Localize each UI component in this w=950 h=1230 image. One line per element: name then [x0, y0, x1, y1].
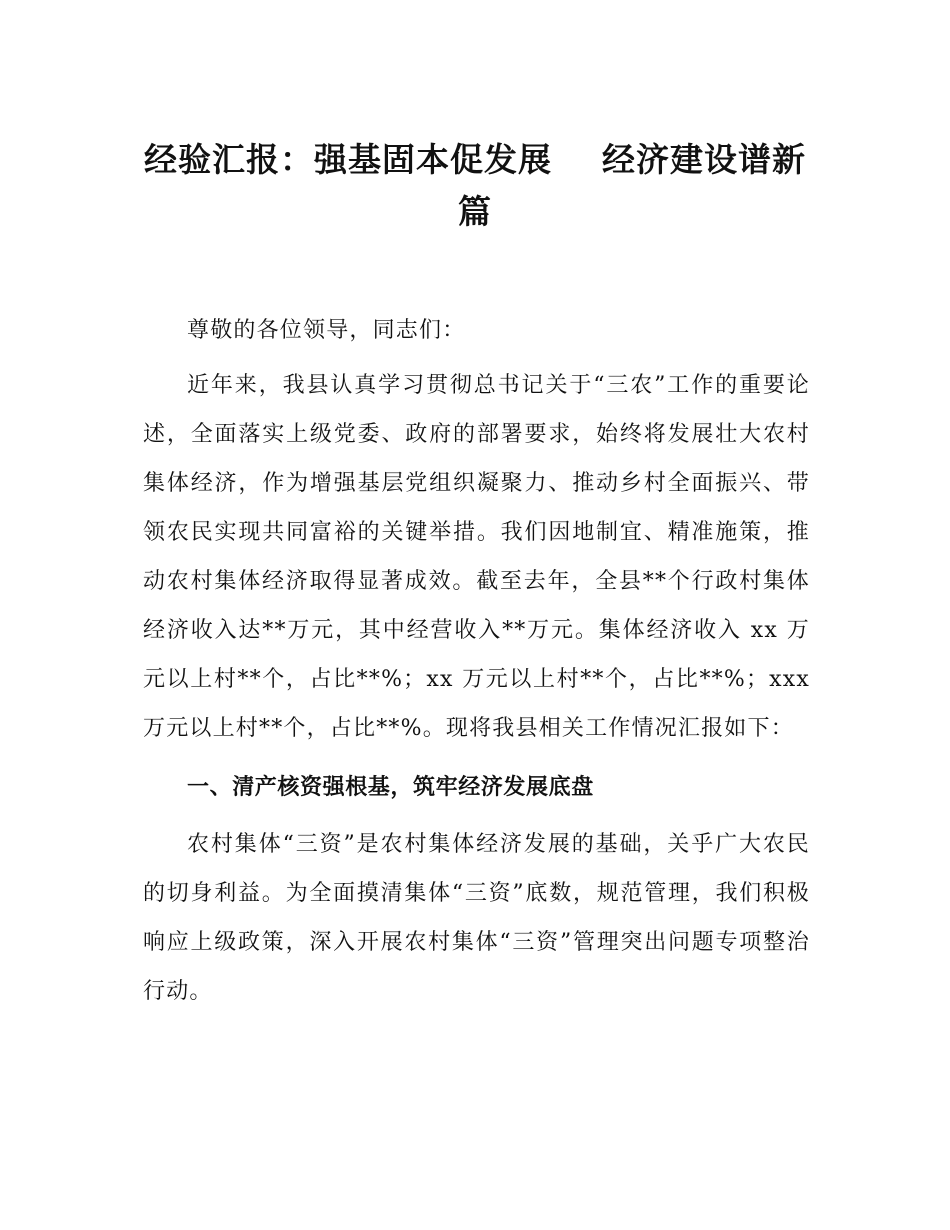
section-1-heading: 一、清产核资强根基，筑牢经济发展底盘	[187, 775, 594, 800]
intro-paragraph: 近年来，我县认真学习贯彻总书记关于“三农”工作的重要论述，全面落实上级党委、政府的部署要求，始终将发展壮大农村集体经济，作为增强基层党组织凝聚力、推动乡村全面振兴、带领农民实现共同富裕的关键举措。我们因地制宜、精准施策，推动农村集体经济取得显著成效。截至去年，全县**个行政村集体经济收入达**万元，其中经营收入**万元。集体经济收入 xx 万元以上村**个，占比**%；xx 万元以上村**个，占比**%；xxx 万元以上村**个，占比**%。现将我县相关工作情况汇报如下：	[143, 373, 810, 741]
document-body	[143, 306, 810, 1016]
section-1-paragraph: 农村集体“三资”是农村集体经济发展的基础，关乎广大农民的切身利益。为全面摸清集体“三资”底数，规范管理，我们积极响应上级政策，深入开展农村集体“三资”管理突出问题专项整治行动。	[143, 832, 810, 1004]
title-part-2: 经济建设谱新篇	[458, 140, 806, 232]
title-part-1: 经验汇报：强基固本促发展	[144, 140, 552, 180]
greeting: 尊敬的各位领导，同志们：	[187, 318, 466, 343]
document-title	[130, 134, 820, 238]
